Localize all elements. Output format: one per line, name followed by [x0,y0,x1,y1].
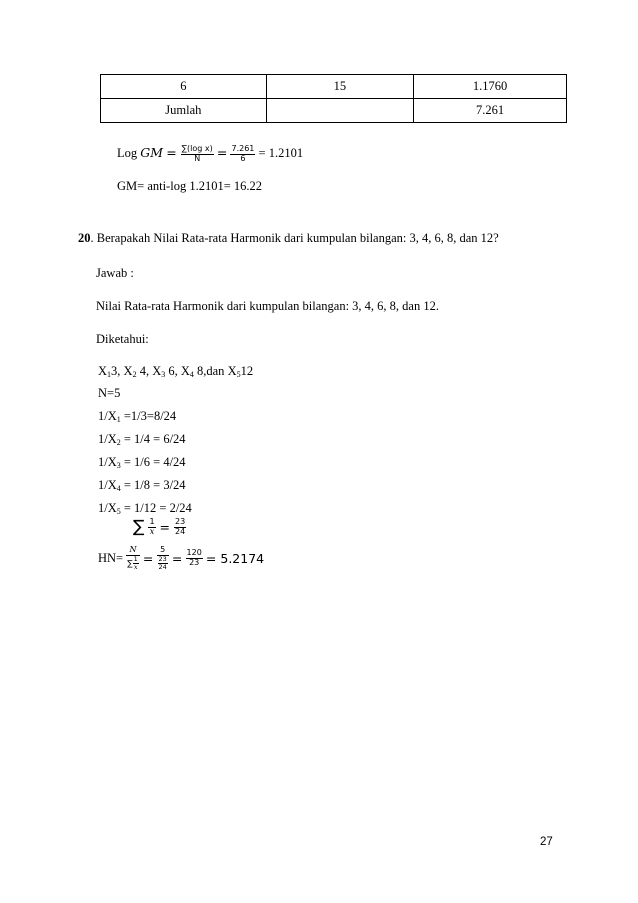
table-row [101,75,567,99]
page-number: 27 [540,836,553,848]
question-20 [78,231,499,246]
table-cell: 6 [101,75,267,99]
diketahui-label: Diketahui: [96,332,149,346]
question-number: 20 [78,231,91,245]
table-cell [266,99,414,123]
data-table [100,74,567,123]
reciprocal-line: $1/X_2 = 1/4 = 6/24$ [98,432,186,447]
reciprocal-line: $1/X_5 = 1/12 = 2/24$ [98,501,192,516]
table-cell: 15 [266,75,414,99]
gm-antilog-line: GM= anti-log 1.2101= 16.22 [117,179,262,193]
table-row [101,99,567,123]
gm-symbol: GM [140,145,164,161]
reciprocal-line: $1/X_1 =1/3=8/24$ [98,409,177,424]
hn-label: HN= [98,551,124,566]
table-cell: Jumlah [101,99,267,123]
answer-intro: Nilai Rata-rata Harmonik dari kumpulan bilangan: 3, 4, 6, 8, dan 12. [96,299,439,313]
hn-result: = 5.2174 [205,551,265,567]
log-gm-formula: Log GM = $\frac{\text{∑(log x)}}{N}$ = $\frac{7.261}{6}$ = 1.2101 [117,144,304,163]
hn-equation: HN= N ∑ $\frac{1}{x}$ = $\frac{5}{\frac{23}{24}}$ = $\frac{120}{23}$ = 5.2174 [98,545,265,571]
value-fraction: $\frac{7.261}{6}$ [231,144,255,163]
table-cell: 7.261 [414,99,567,123]
reciprocal-line: $1/X_3 = 1/6 = 4/24$ [98,455,186,470]
values-line: $X_13$, $X_2$ 4, $X_3$ 6, $X_4$ 8,dan $X_512$ [98,364,254,379]
sum-reciprocal-equation: ∑ $\frac{1}{x}$ = $\frac{23}{24}$ [133,516,186,537]
question-text: . Berapakah Nilai Rata-rata Harmonik dari kumpulan bilangan: 3, 4, 6, 8, dan 12? [90,231,499,245]
sum-log-fraction: $\frac{\text{∑(log x)}}{N}$ [181,144,213,163]
jawab-label: Jawab : [96,266,134,280]
n-line: N=5 [98,386,121,400]
sigma-symbol: ∑ [133,517,145,537]
reciprocal-line: $1/X_4 = 1/8 = 3/24$ [98,478,186,493]
table-cell: 1.1760 [414,75,567,99]
log-result: = 1.2101 [258,146,304,161]
log-label: Log [117,146,138,161]
